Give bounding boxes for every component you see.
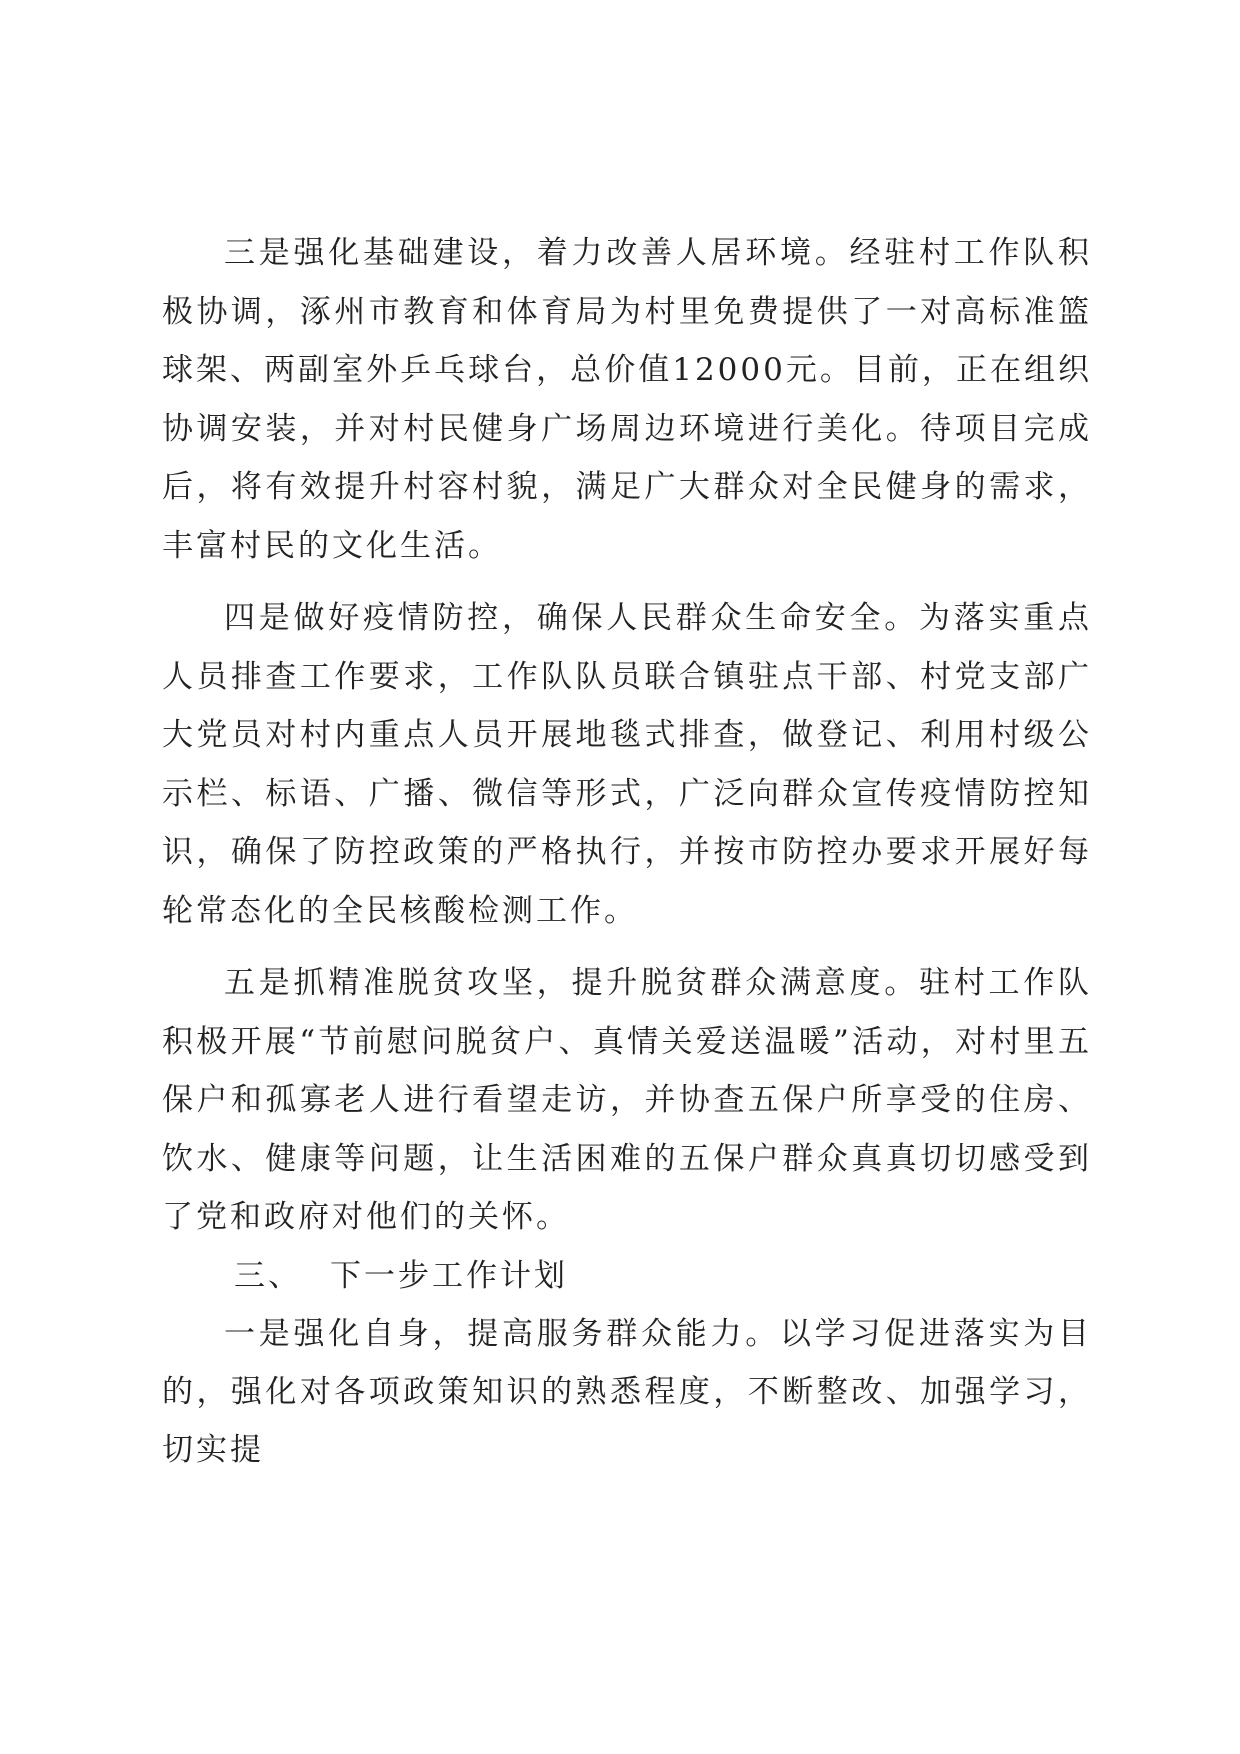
- section-heading-number: 三、: [234, 1257, 302, 1294]
- section-heading-title: 下一步工作计划: [330, 1257, 568, 1294]
- paragraph-work-plan: 一是强化自身，提高服务群众能力。以学习促进落实为目的，强化对各项政策知识的熟悉程度，不断整改、加强学习，切实提: [162, 1316, 1092, 1468]
- section-heading: [162, 1247, 1092, 1306]
- paragraph-poverty-alleviation: 五是抓精准脱贫攻坚，提升脱贫群众满意度。驻村工作队积极开展“节前慰问脱贫户、真情关爱送温暖”活动，对村里五保户和孤寡老人进行看望走访，并协查五保户所享受的住房、饮水、健康等问题，让生活困难的五保户群众真真切切感受到了党和政府对他们的关怀。: [162, 965, 1092, 1235]
- document-body: [162, 224, 1092, 1479]
- paragraph-epidemic-control: 四是做好疫情防控，确保人民群众生命安全。为落实重点人员排查工作要求，工作队队员联合镇驻点干部、村党支部广大党员对村内重点人员开展地毯式排查，做登记、利用村级公示栏、标语、广播、微信等形式，广泛向群众宣传疫情防控知识，确保了防控政策的严格执行，并按市防控办要求开展好每轮常态化的全民核酸检测工作。: [162, 600, 1092, 929]
- paragraph-infrastructure: 三是强化基础建设，着力改善人居环境。经驻村工作队积极协调，涿州市教育和体育局为村里免费提供了一对高标准篮球架、两副室外乒乓球台，总价值12000元。目前，正在组织协调安装，并对村民健身广场周边环境进行美化。待项目完成后，将有效提升村容村貌，满足广大群众对全民健身的需求，丰富村民的文化生活。: [162, 235, 1092, 564]
